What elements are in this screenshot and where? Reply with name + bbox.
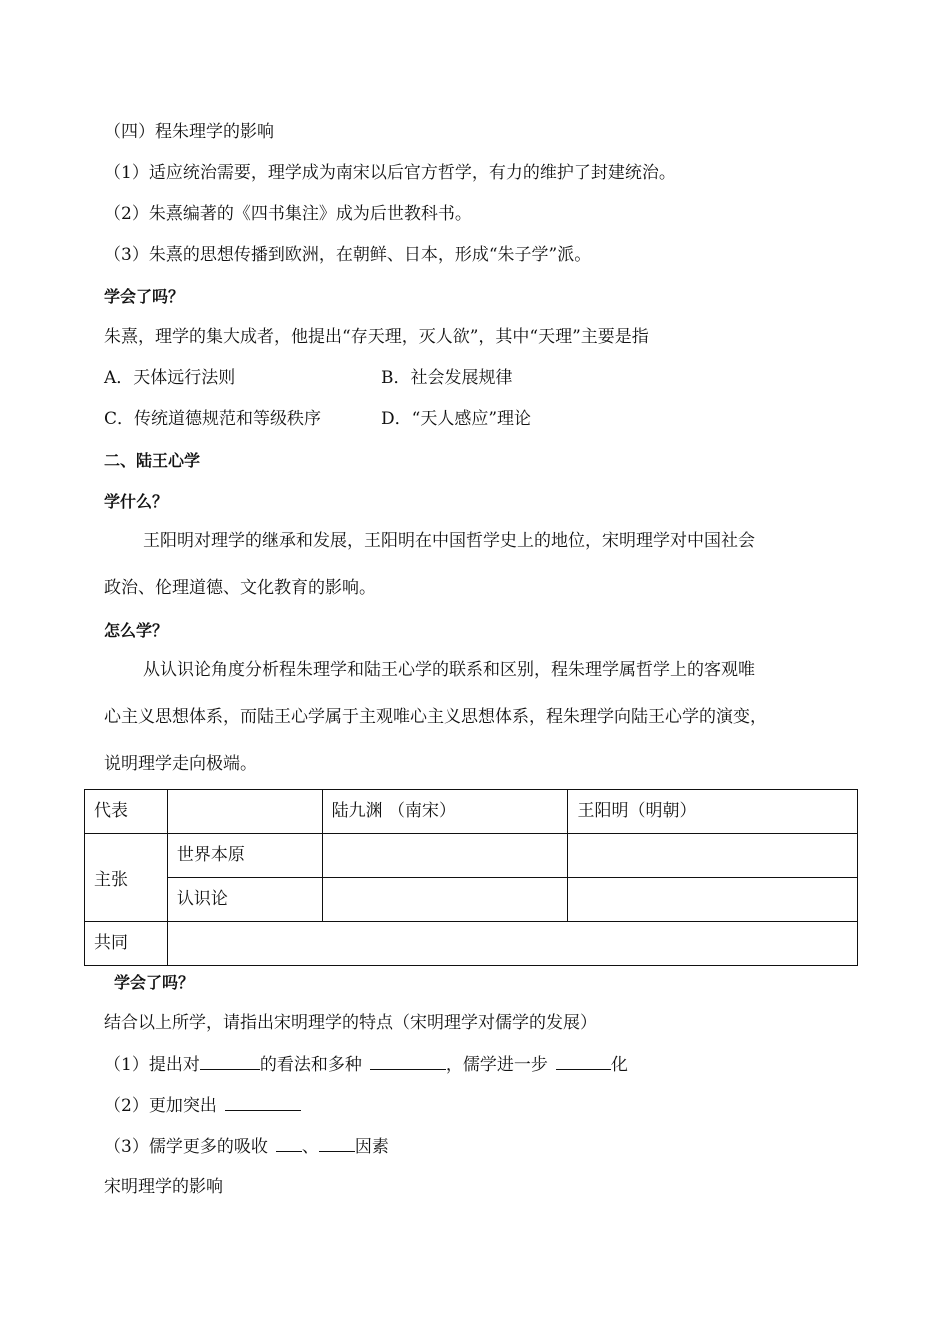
claim-label: 主张 <box>85 834 168 922</box>
section4-heading: （四）程朱理学的影响 <box>104 122 274 142</box>
cell-wang-epist <box>568 878 858 922</box>
option-c: C．传统道德规范和等级秩序 <box>104 409 322 429</box>
comparison-table <box>84 789 858 966</box>
blank-5[interactable] <box>276 1135 302 1152</box>
item1-text-c: ，儒学进一步 <box>445 1055 548 1075</box>
item1-text-d: 化 <box>610 1055 628 1075</box>
what-text-line1: 王阳明对理学的继承和发展，王阳明在中国哲学史上的地位，宋明理学对中国社会 <box>143 531 755 551</box>
section2-heading: 二、陆王心学 <box>104 451 201 470</box>
blank-3[interactable] <box>556 1053 611 1070</box>
how-text-line1: 从认识论角度分析程朱理学和陆王心学的联系和区别，程朱理学属哲学上的客观唯 <box>143 660 755 680</box>
col-wang-yangming: 王阳明（明朝） <box>568 790 858 834</box>
blank-6[interactable] <box>319 1135 355 1152</box>
cell-wang-world <box>568 834 858 878</box>
influence-heading: 宋明理学的影响 <box>104 1177 223 1197</box>
col-lu-jiuyuan: 陆九渊 （南宋） <box>322 790 568 834</box>
rep-label: 代表 <box>85 790 168 834</box>
rep-empty-cell <box>167 790 322 834</box>
section4-point-3: （3）朱熹的思想传播到欧洲，在朝鲜、日本，形成“朱子学”派。 <box>104 245 592 265</box>
quiz2-item-2 <box>104 1094 301 1117</box>
blank-2[interactable] <box>370 1053 446 1070</box>
item1-text-b: 的看法和多种 <box>259 1055 362 1075</box>
item3-text-a: （3）儒学更多的吸收 <box>104 1137 268 1157</box>
what-heading: 学什么？ <box>104 492 169 511</box>
item3-text-c: 因素 <box>354 1137 389 1157</box>
option-a: A．天体远行法则 <box>104 368 236 388</box>
row-world-origin: 世界本原 <box>167 834 322 878</box>
item1-text-a: （1）提出对 <box>104 1055 200 1075</box>
what-text-line2: 政治、伦理道德、文化教育的影响。 <box>104 578 376 598</box>
option-b: B．社会发展规律 <box>381 368 513 388</box>
cell-lu-epist <box>322 878 568 922</box>
how-text-line2: 心主义思想体系，而陆王心学属于主观唯心主义思想体系，程朱理学向陆王心学的演变， <box>104 707 767 727</box>
item2-text-a: （2）更加突出 <box>104 1096 217 1116</box>
blank-4[interactable] <box>225 1094 301 1111</box>
section4-point-1: （1）适应统治需要，理学成为南宋以后官方哲学，有力的维护了封建统治。 <box>104 163 676 183</box>
quiz1-heading: 学会了吗？ <box>104 287 185 306</box>
quiz2-heading: 学会了吗？ <box>114 973 195 992</box>
cell-lu-world <box>322 834 568 878</box>
option-d: D．“天人感应”理论 <box>381 409 532 429</box>
quiz1-question: 朱熹，理学的集大成者，他提出“存天理，灭人欲”，其中“天理”主要是指 <box>104 327 649 347</box>
quiz2-item-1 <box>104 1053 628 1076</box>
how-heading: 怎么学？ <box>104 621 169 640</box>
item3-text-b: 、 <box>301 1137 319 1157</box>
section4-point-2: （2）朱熹编著的《四书集注》成为后世教科书。 <box>104 204 472 224</box>
cell-common <box>167 922 857 966</box>
common-label: 共同 <box>85 922 168 966</box>
blank-1[interactable] <box>200 1053 260 1070</box>
quiz2-item-3 <box>104 1135 389 1158</box>
quiz2-intro: 结合以上所学，请指出宋明理学的特点（宋明理学对儒学的发展） <box>104 1013 597 1033</box>
row-epistemology: 认识论 <box>167 878 322 922</box>
how-text-line3: 说明理学走向极端。 <box>104 754 257 774</box>
